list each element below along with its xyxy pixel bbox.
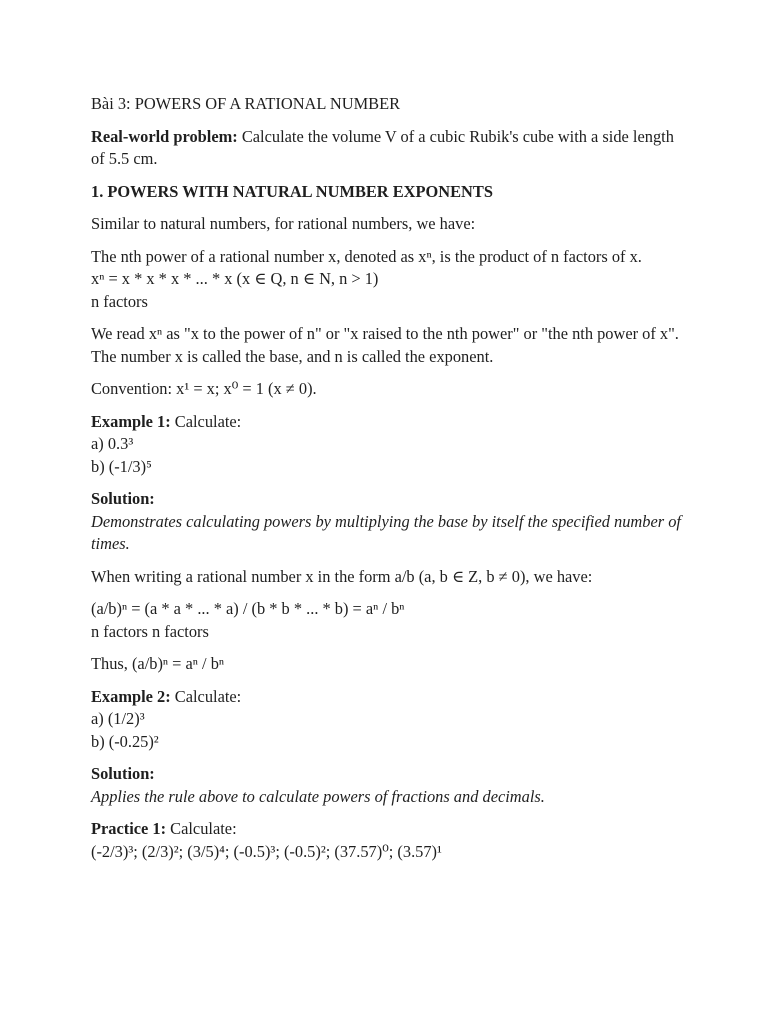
practice-1-items: (-2/3)³; (2/3)²; (3/5)⁴; (-0.5)³; (-0.5)²; (37.57)⁰; (3.57)¹ [91, 841, 442, 861]
solution-1-label: Solution: [91, 489, 155, 508]
fraction-factors-note: n factors n factors [91, 621, 209, 641]
example-2-item-a: a) (1/2)³ [91, 709, 145, 728]
fraction-formula: (a/b)ⁿ = (a * a * ... * a) / (b * b * ... * b) = aⁿ / bⁿ [91, 599, 405, 618]
real-world-label: Real-world problem: [91, 126, 238, 146]
example-1-item-b: b) (-1/3)⁵ [91, 456, 152, 476]
document-page [91, 93, 691, 873]
page-title: Bài 3: POWERS OF A RATIONAL NUMBER [91, 94, 401, 113]
example-2 [91, 686, 691, 754]
intro-paragraph: Similar to natural numbers, for rational numbers, we have: [91, 214, 476, 233]
definition-block [91, 246, 691, 314]
real-world-problem [91, 126, 691, 171]
fraction-intro: When writing a rational number x in the form a/b (a, b ∈ Z, b ≠ 0), we have: [91, 566, 593, 586]
practice-1-label: Practice 1: [91, 819, 167, 838]
definition-formula: xⁿ = x * x * x * ... * x (x ∈ Q, n ∈ N, n > 1) [91, 269, 379, 288]
convention-text: Convention: x¹ = x; x⁰ = 1 (x ≠ 0). [91, 379, 317, 398]
definition-factors-note: n factors [91, 291, 148, 311]
practice-1-prompt: Calculate: [166, 819, 237, 838]
example-1-prompt: Calculate: [170, 411, 242, 431]
example-2-prompt: Calculate: [170, 686, 242, 706]
definition-text: The nth power of a rational number x, denoted as xⁿ, is the product of n factors of x. [91, 246, 642, 266]
real-world-text: Calculate the volume V of a cubic Rubik's cube with a side length of 5.5 cm. [91, 126, 674, 168]
example-2-item-b: b) (-0.25)² [91, 731, 159, 751]
solution-1-text: Demonstrates calculating powers by multiplying the base by itself the specified number of times. [91, 511, 681, 553]
section-heading: 1. POWERS WITH NATURAL NUMBER EXPONENTS [91, 181, 493, 201]
example-1-label: Example 1: [91, 411, 171, 431]
solution-2 [91, 763, 691, 808]
reading-text: We read xⁿ as "x to the power of n" or "x raised to the nth power" or "the nth power of x". [91, 324, 679, 343]
example-2-label: Example 2: [91, 686, 171, 706]
solution-2-label: Solution: [91, 764, 155, 783]
base-exponent-text: The number x is called the base, and n is called the exponent. [91, 346, 494, 366]
example-1 [91, 411, 691, 479]
thus-rule: Thus, (a/b)ⁿ = aⁿ / bⁿ [91, 654, 225, 673]
solution-1 [91, 488, 691, 556]
reading-block [91, 323, 691, 368]
solution-2-text: Applies the rule above to calculate powers of fractions and decimals. [91, 786, 545, 806]
practice-1 [91, 818, 691, 863]
example-1-item-a: a) 0.3³ [91, 434, 134, 453]
fraction-formula-block [91, 598, 691, 643]
